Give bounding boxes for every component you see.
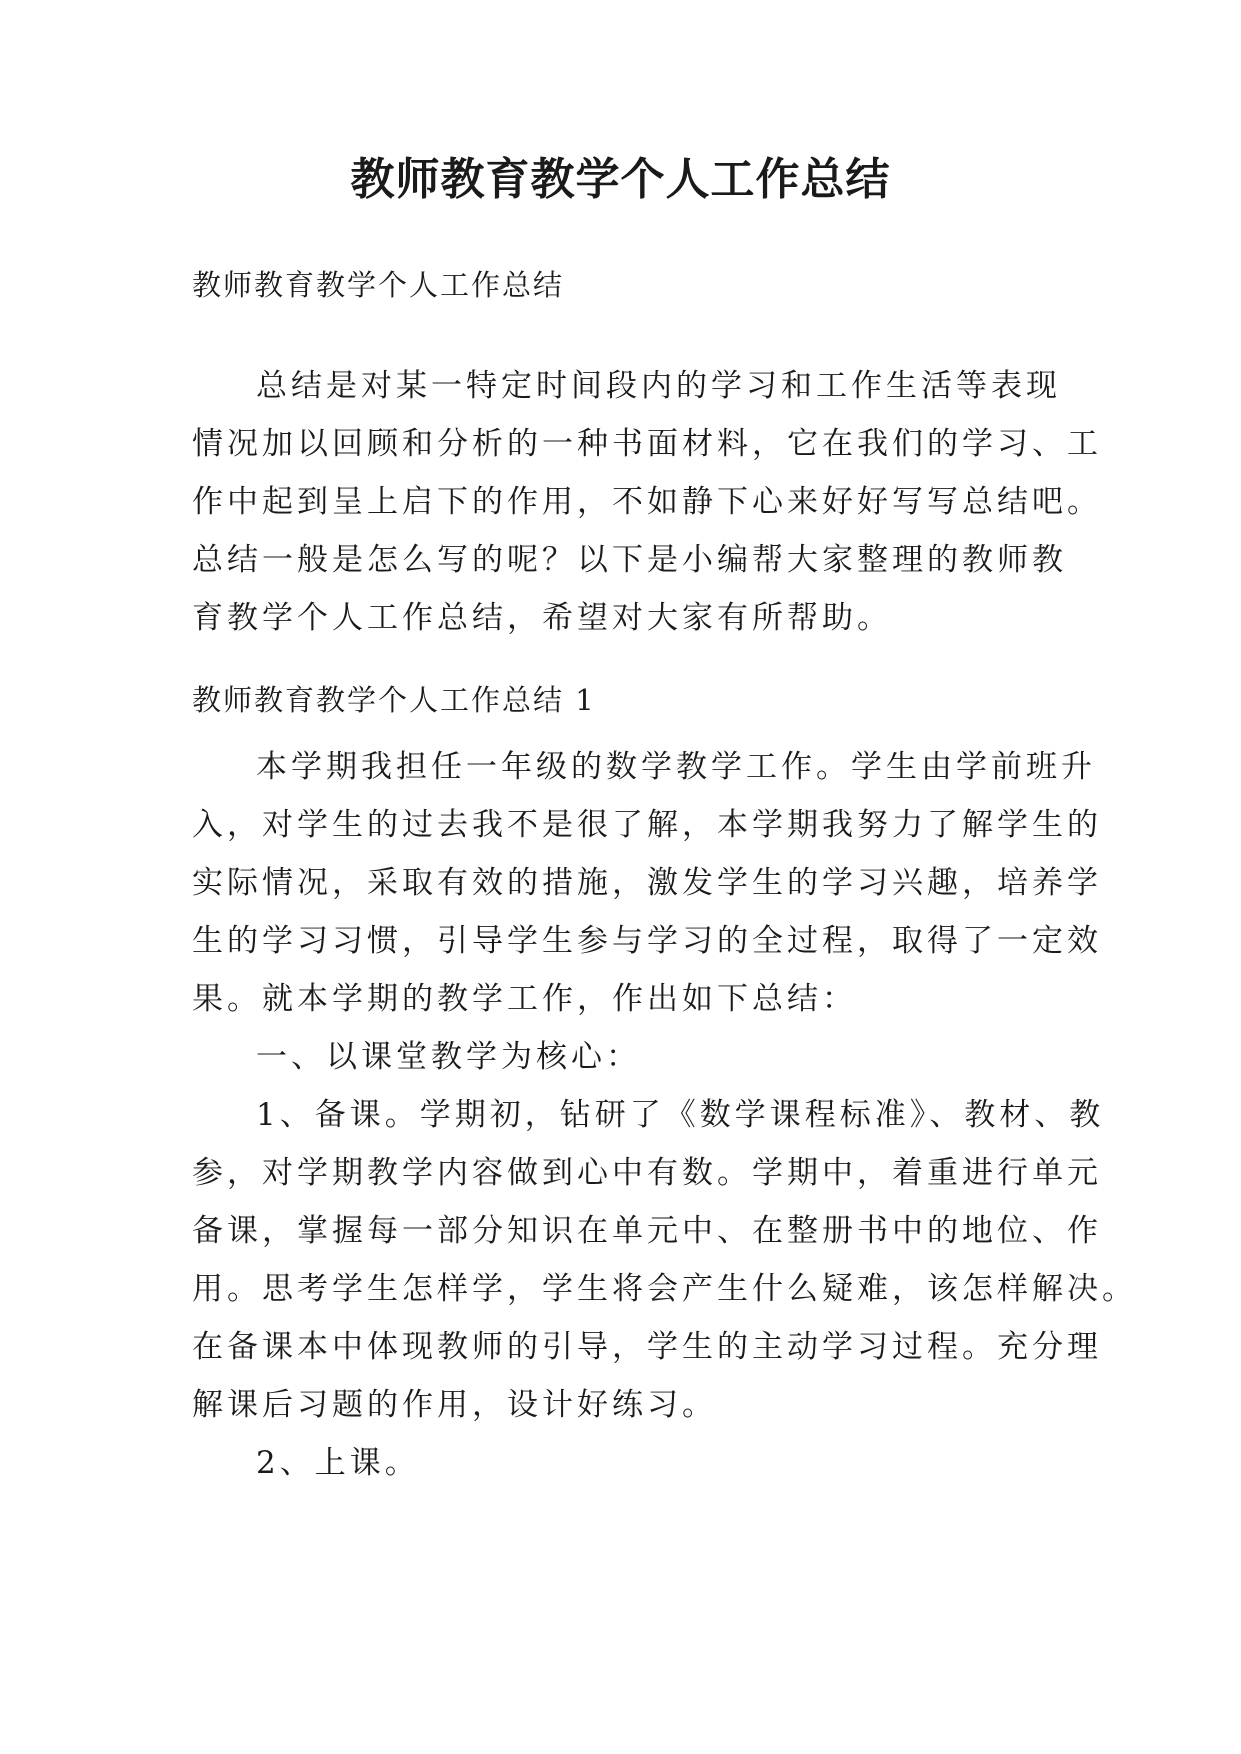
section1-paragraph bbox=[192, 738, 1102, 1028]
paragraph-line: 用。思考学生怎样学，学生将会产生什么疑难，该怎样解决。 bbox=[192, 1271, 1137, 1307]
intro-paragraph bbox=[192, 357, 1102, 647]
point1-heading-block bbox=[192, 1028, 1052, 1086]
item1-paragraph bbox=[192, 1086, 1137, 1434]
paragraph-line: 作中起到呈上启下的作用，不如静下心来好好写写总结吧。 bbox=[192, 484, 1102, 520]
paragraph-line: 总结是对某一特定时间段内的学习和工作生活等表现 bbox=[256, 368, 1061, 404]
paragraph-line: 1、备课。学期初，钻研了《数学课程标准》、教材、教 bbox=[256, 1097, 1105, 1133]
paragraph-line: 备课，掌握每一部分知识在单元中、在整册书中的地位、作 bbox=[192, 1213, 1102, 1249]
point-heading: 一、以课堂教学为核心： bbox=[256, 1039, 641, 1075]
paragraph-line: 果。就本学期的教学工作，作出如下总结： bbox=[192, 981, 857, 1017]
paragraph-line: 在备课本中体现教师的引导，学生的主动学习过程。充分理 bbox=[192, 1329, 1102, 1365]
document-title: 教师教育教学个人工作总结 bbox=[350, 154, 891, 205]
paragraph-line: 实际情况，采取有效的措施，激发学生的学习兴趣，培养学 bbox=[192, 865, 1102, 901]
document-subtitle: 教师教育教学个人工作总结 bbox=[192, 268, 565, 302]
section-heading: 教师教育教学个人工作总结 1 bbox=[192, 683, 596, 717]
paragraph-line: 参，对学期教学内容做到心中有数。学期中，着重进行单元 bbox=[192, 1155, 1102, 1191]
item2-heading-block bbox=[192, 1434, 1052, 1492]
paragraph-line: 解课后习题的作用，设计好练习。 bbox=[192, 1387, 717, 1423]
paragraph-line: 生的学习习惯，引导学生参与学习的全过程，取得了一定效 bbox=[192, 923, 1102, 959]
paragraph-line: 本学期我担任一年级的数学教学工作。学生由学前班升 bbox=[256, 749, 1096, 785]
paragraph-line: 育教学个人工作总结，希望对大家有所帮助。 bbox=[192, 600, 892, 636]
paragraph-line: 入，对学生的过去我不是很了解，本学期我努力了解学生的 bbox=[192, 807, 1102, 843]
paragraph-line: 总结一般是怎么写的呢？以下是小编帮大家整理的教师教 bbox=[192, 542, 1067, 578]
paragraph-line: 情况加以回顾和分析的一种书面材料，它在我们的学习、工 bbox=[192, 426, 1102, 462]
item-heading: 2、上课。 bbox=[256, 1445, 420, 1481]
